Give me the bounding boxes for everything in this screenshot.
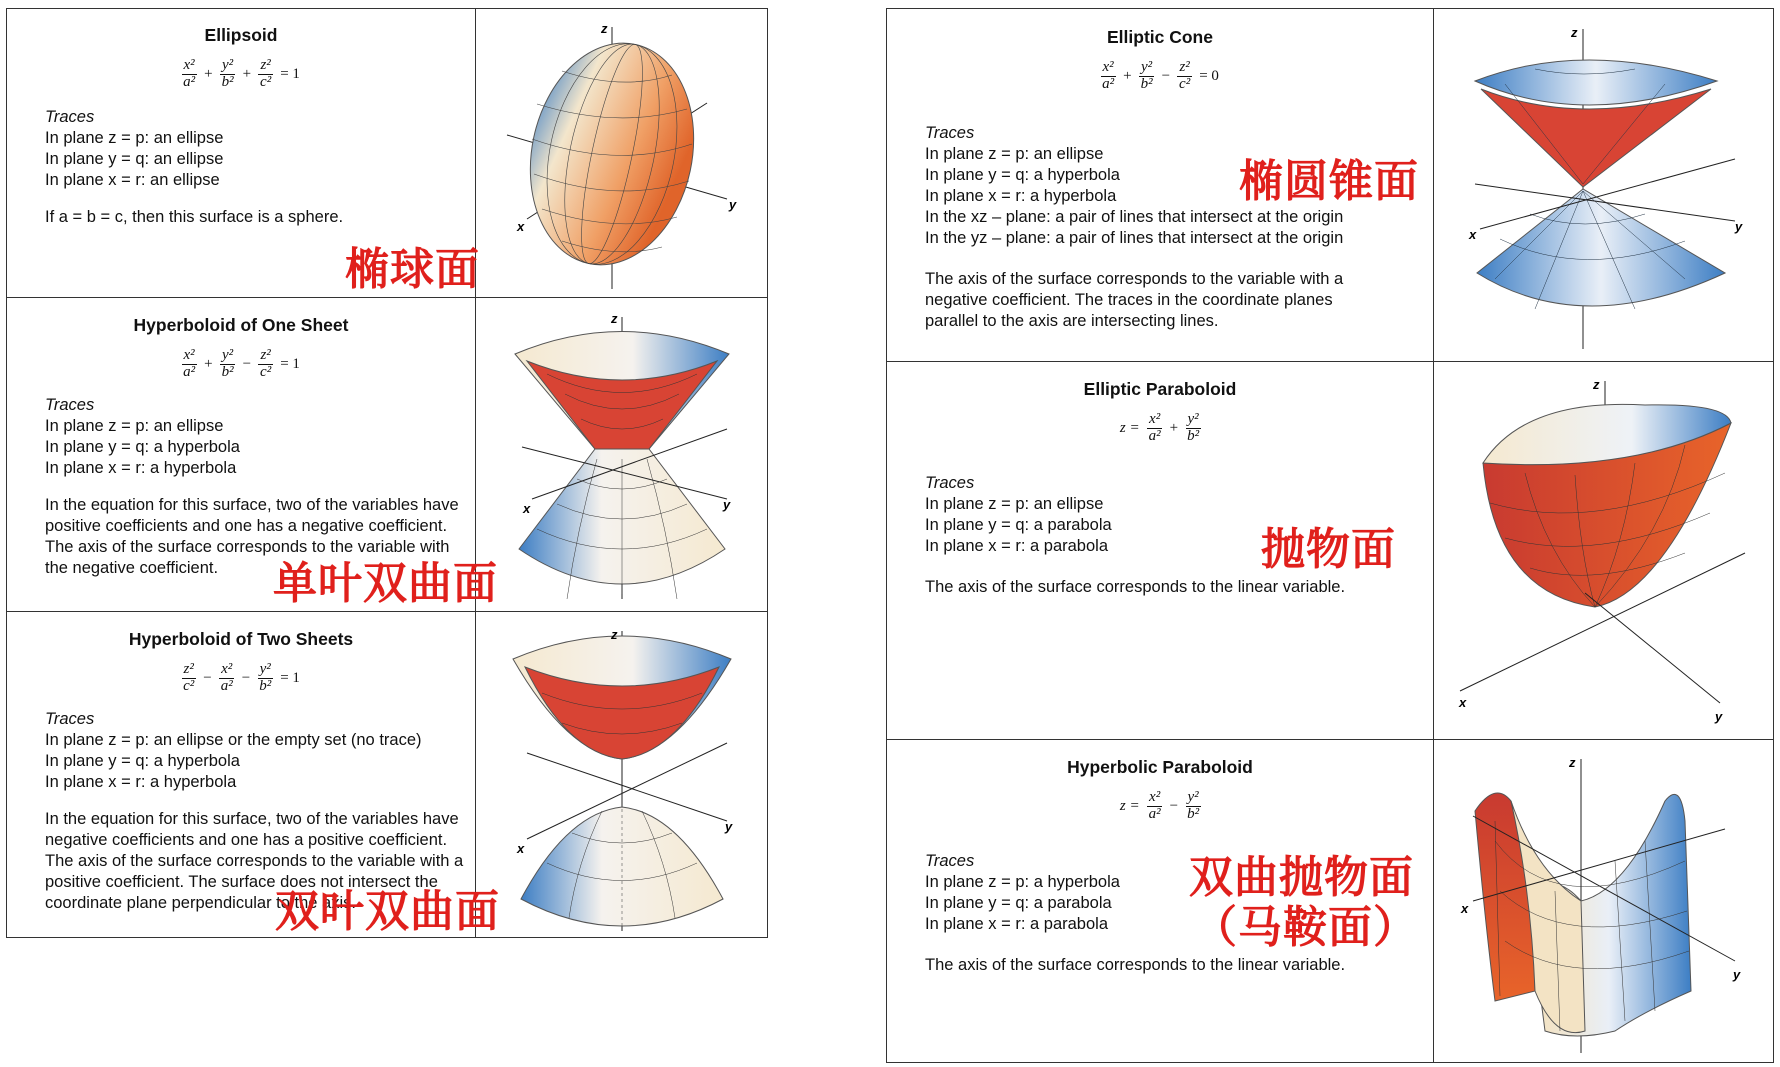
trace-line: In plane z = p: an ellipse <box>925 495 1104 513</box>
paraboloid-figure <box>1435 363 1773 739</box>
trace-line: In plane y = q: a hyperbola <box>925 166 1120 184</box>
traces-label: Traces <box>925 124 975 142</box>
paraboloid-chinese-label: 抛物面 <box>1261 524 1396 575</box>
eq-prefix: z = <box>1119 419 1140 436</box>
note-line: positive coefficient. The surface does not intersect the <box>45 873 438 891</box>
paraboloid-text-cell <box>887 363 1433 739</box>
note-line: negative coefficient. The traces in the coordinate planes <box>925 291 1333 309</box>
note-line: positive coefficients and one has a negative coefficient. <box>45 517 448 535</box>
eq-den: b² <box>221 73 234 90</box>
note-line: In the equation for this surface, two of the variables have <box>45 496 459 514</box>
hyperbolic-title: Hyperbolic Paraboloid <box>1067 757 1253 777</box>
eq-den: b² <box>1140 75 1153 92</box>
eq-op: + <box>1169 419 1179 436</box>
hyperbolic-note: The axis of the surface corresponds to the linear variable. <box>925 956 1346 974</box>
ellipsoid-note: If a = b = c, then this surface is a sphere. <box>45 208 344 226</box>
right-row-divider-2 <box>887 739 1773 740</box>
x-axis-label: x <box>517 219 525 234</box>
trace-line: In plane z = p: an ellipse <box>45 417 224 435</box>
two-sheets-title: Hyperboloid of Two Sheets <box>128 629 354 649</box>
eq-den: a² <box>1148 805 1161 822</box>
left-column-divider <box>475 9 476 937</box>
trace-line: In plane z = p: a hyperbola <box>925 873 1120 891</box>
eq-op: + <box>204 65 213 82</box>
ellipsoid-surface <box>510 28 713 280</box>
trace-line: In plane y = q: a parabola <box>925 894 1112 912</box>
one-sheet-title: Hyperboloid of One Sheet <box>133 315 349 335</box>
note-line: The axis of the surface corresponds to the variable with a <box>925 270 1344 288</box>
note-line: the negative coefficient. <box>45 559 219 577</box>
one-sheet-equation <box>7 348 475 381</box>
cone-equation <box>887 60 1433 93</box>
trace-line: In plane x = r: an ellipse <box>45 171 220 189</box>
note-line: coordinate plane perpendicular to the axis. <box>45 894 356 912</box>
eq-den: b² <box>1187 805 1200 822</box>
y-axis <box>1585 593 1720 703</box>
eq-op: = 0 <box>1199 67 1219 84</box>
eq-den: a² <box>1102 75 1115 92</box>
eq-num: y² <box>221 57 234 73</box>
right-column-divider <box>1433 9 1434 1062</box>
x-axis-label: x <box>517 841 525 856</box>
eq-den: a² <box>183 363 196 380</box>
z-axis-label: z <box>611 311 618 326</box>
eq-op: = 1 <box>280 669 300 686</box>
eq-num: y² <box>221 347 234 363</box>
two-sheets-chinese-label: 双叶双曲面 <box>275 886 500 937</box>
lower-sheet <box>521 807 723 926</box>
eq-num: x² <box>1149 789 1161 805</box>
traces-label: Traces <box>45 396 95 414</box>
trace-line: In plane y = q: a parabola <box>925 516 1112 534</box>
eq-num: z² <box>1179 59 1190 75</box>
note-line: The axis of the surface corresponds to the variable with a <box>45 852 464 870</box>
one-sheet-text-cell <box>7 299 498 611</box>
trace-line: In plane z = p: an ellipse <box>45 129 224 147</box>
two-sheets-text-cell <box>7 613 500 937</box>
eq-op: − <box>242 355 252 372</box>
z-axis-label: z <box>611 627 618 642</box>
cone-text-cell <box>887 9 1433 361</box>
trace-line: In plane x = r: a parabola <box>925 915 1108 933</box>
ellipsoid-figure <box>477 9 767 297</box>
saddle-chinese-label: （马鞍面） <box>1193 902 1418 953</box>
eq-num: x² <box>183 57 195 73</box>
traces-label: Traces <box>45 710 95 728</box>
eq-op: − <box>203 669 212 686</box>
paraboloid-title: Elliptic Paraboloid <box>1083 379 1237 399</box>
x-axis-label: x <box>1461 901 1469 916</box>
eq-num: x² <box>1149 411 1161 427</box>
z-axis-label: z <box>601 21 608 36</box>
x-axis-label: x <box>1469 227 1477 242</box>
two-sheets-figure <box>477 613 767 937</box>
saddle-front-red <box>1475 793 1535 1001</box>
eq-num: y² <box>1187 789 1199 805</box>
trace-line: In plane z = p: an ellipse or the empty set (no trace) <box>45 731 422 749</box>
eq-den: b² <box>1187 427 1200 444</box>
trace-line: In plane x = r: a hyperbola <box>45 459 237 477</box>
y-axis-label: y <box>729 197 737 212</box>
trace-line: In plane y = q: a hyperbola <box>45 752 240 770</box>
trace-line: In plane y = q: a hyperbola <box>45 438 240 456</box>
left-row-divider-2 <box>7 611 767 612</box>
hyperbolic-figure <box>1435 741 1773 1061</box>
y-axis-label: y <box>1715 709 1723 724</box>
eq-num: x² <box>1102 59 1114 75</box>
eq-op: + <box>204 355 213 372</box>
y-axis-label: y <box>1733 967 1741 982</box>
eq-den: c² <box>183 677 195 694</box>
z-axis-label: z <box>1593 377 1600 392</box>
cone-chinese-label: 椭圆锥面 <box>1239 156 1419 207</box>
z-axis-label: z <box>1571 25 1578 40</box>
eq-op: − <box>241 669 251 686</box>
x-axis-label: x <box>523 501 531 516</box>
eq-op: + <box>242 65 252 82</box>
y-axis-label: y <box>725 819 733 834</box>
y-axis-label: y <box>723 497 731 512</box>
ellipsoid-chinese-label: 椭球面 <box>345 244 480 295</box>
cone-title: Elliptic Cone <box>1107 27 1213 47</box>
left-panel <box>6 8 768 938</box>
eq-num: z² <box>183 661 194 677</box>
eq-den: a² <box>220 677 233 694</box>
one-sheet-chinese-label: 单叶双曲面 <box>273 558 498 609</box>
eq-den: a² <box>1148 427 1161 444</box>
eq-op: = 1 <box>280 355 300 372</box>
eq-num: y² <box>1187 411 1199 427</box>
note-line: negative coefficients and one has a positive coefficient. <box>45 831 448 849</box>
left-row-divider-1 <box>7 297 767 298</box>
traces-label: Traces <box>45 108 95 126</box>
hyperbolic-chinese-label: 双曲抛物面 <box>1189 852 1414 903</box>
eq-prefix: z = <box>1119 797 1140 814</box>
eq-num: x² <box>183 347 195 363</box>
paraboloid-equation <box>887 412 1433 445</box>
right-row-divider-1 <box>887 361 1773 362</box>
eq-num: x² <box>221 661 233 677</box>
trace-line: In plane x = r: a parabola <box>925 537 1108 555</box>
trace-line: In the xz – plane: a pair of lines that intersect at the origin <box>925 208 1344 226</box>
ellipsoid-title: Ellipsoid <box>204 25 278 45</box>
ellipsoid-text-cell <box>7 9 480 297</box>
trace-line: In the yz – plane: a pair of lines that intersect at the origin <box>925 229 1344 247</box>
eq-num: z² <box>260 347 271 363</box>
eq-den: b² <box>259 677 272 694</box>
trace-line: In plane x = r: a hyperbola <box>925 187 1117 205</box>
eq-op: + <box>1123 67 1132 84</box>
eq-op: − <box>1169 797 1179 814</box>
traces-label: Traces <box>925 474 975 492</box>
trace-line: In plane x = r: a hyperbola <box>45 773 237 791</box>
x-axis-label: x <box>1459 695 1467 710</box>
eq-op: − <box>1161 67 1171 84</box>
cone-figure <box>1435 9 1773 361</box>
trace-line: In plane y = q: an ellipse <box>45 150 224 168</box>
traces-label: Traces <box>925 852 975 870</box>
note-line: parallel to the axis are intersecting lines. <box>925 312 1219 330</box>
eq-den: c² <box>1179 75 1191 92</box>
hyperbolic-equation <box>887 790 1433 823</box>
two-sheets-equation <box>7 662 475 695</box>
eq-num: y² <box>1140 59 1153 75</box>
z-axis-label: z <box>1569 755 1576 770</box>
paraboloid-note: The axis of the surface corresponds to the linear variable. <box>925 578 1346 596</box>
right-panel <box>886 8 1774 1063</box>
eq-num: z² <box>260 57 271 73</box>
trace-line: In plane z = p: an ellipse <box>925 145 1104 163</box>
y-axis-label: y <box>1735 219 1743 234</box>
note-line: The axis of the surface corresponds to the variable with <box>45 538 450 556</box>
eq-den: c² <box>260 73 272 90</box>
ellipsoid-equation <box>7 58 475 91</box>
eq-den: c² <box>260 363 272 380</box>
eq-den: b² <box>221 363 234 380</box>
eq-num: y² <box>259 661 271 677</box>
hyperbolic-text-cell <box>887 741 1433 1061</box>
eq-den: a² <box>183 73 196 90</box>
one-sheet-figure <box>477 299 767 611</box>
note-line: In the equation for this surface, two of the variables have <box>45 810 459 828</box>
eq-op: = 1 <box>280 65 300 82</box>
